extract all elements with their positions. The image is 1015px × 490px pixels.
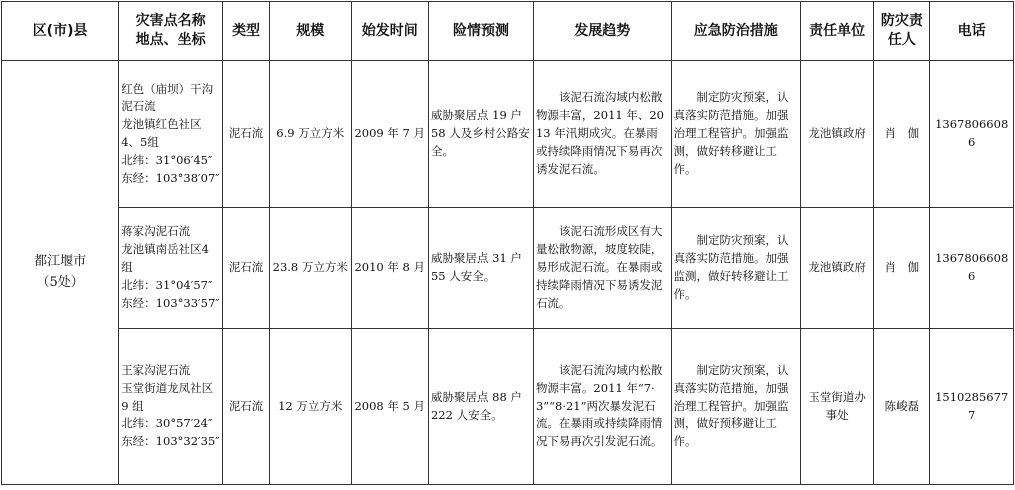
district-cell: 都江堰市 （5处） xyxy=(2,61,119,485)
header-unit: 责任单位 xyxy=(800,2,873,61)
forecast-cell: 威胁聚居点 31 户 55 人安全。 xyxy=(428,208,533,329)
measures-cell: 制定防灾预案，认真落实防范措施。加强治理工程管护。加强监测，做好转移避让工作。 xyxy=(671,61,800,208)
unit-cell: 龙池镇政府 xyxy=(800,61,873,208)
forecast-cell: 威胁聚居点 19 户 58 人及乡村公路安全。 xyxy=(428,61,533,208)
name-location-cell xyxy=(119,61,223,208)
scale-cell: 6.9 万立方米 xyxy=(270,61,352,208)
start-time-cell: 2010 年 8 月 xyxy=(351,208,428,329)
table-row xyxy=(2,329,1014,485)
phone-cell: 13678066086 xyxy=(930,61,1014,208)
hazard-name: 蒋家沟泥石流 xyxy=(121,224,191,239)
latitude: 北纬：31°06′45″ xyxy=(121,152,213,167)
header-type: 类型 xyxy=(223,2,270,61)
latitude: 北纬：31°04′57″ xyxy=(121,277,213,292)
header-district: 区(市)县 xyxy=(2,2,119,61)
trend-cell: 该泥石流沟域内松散物源丰富。2011 年“7·3”“8·21”两次暴发泥石流。在暴雨或持续降雨情况下易再次引发泥石流。 xyxy=(533,329,671,485)
measures-cell: 制定防灾预案，认真落实防范措施。加强监测，做好转移避让工作。 xyxy=(671,208,800,329)
type-cell: 泥石流 xyxy=(223,329,270,485)
table-row xyxy=(2,208,1014,329)
longitude: 东经：103°38′07″ xyxy=(121,170,220,185)
start-time-cell: 2008 年 5 月 xyxy=(351,329,428,485)
person-cell: 陈峻磊 xyxy=(874,329,930,485)
header-forecast: 险情预测 xyxy=(428,2,533,61)
header-scale: 规模 xyxy=(270,2,352,61)
unit-cell: 玉堂街道办事处 xyxy=(800,329,873,485)
hazard-location: 玉堂街道龙凤社区 9 组 xyxy=(121,380,214,413)
scale-cell: 23.8 万立方米 xyxy=(270,208,352,329)
name-location-cell xyxy=(119,208,223,329)
hazard-location: 龙池镇红色社区4、5组 xyxy=(121,117,202,149)
hazard-name: 王家沟泥石流 xyxy=(121,362,191,377)
hazard-name: 红色（庙坝）干沟泥石流 xyxy=(121,81,214,114)
measures-cell: 制定防灾预案，认真落实防范措施，加强治理工程管护。加强监测，做好预移避让工作。 xyxy=(671,329,800,485)
header-trend: 发展趋势 xyxy=(533,2,671,61)
unit-cell: 龙池镇政府 xyxy=(800,208,873,329)
type-cell: 泥石流 xyxy=(223,208,270,329)
phone-cell: 13678066086 xyxy=(930,208,1014,329)
forecast-cell: 威胁聚居点 88 户 222 人安全。 xyxy=(428,329,533,485)
phone-cell: 15102856777 xyxy=(930,329,1014,485)
longitude: 东经：103°33′57″ xyxy=(121,295,220,310)
name-location-cell xyxy=(119,329,223,485)
trend-cell: 该泥石流沟域内松散物源丰富，2011 年、2013 年汛期成灾。在暴雨或持续降雨情况下易再次诱发泥石流。 xyxy=(533,61,671,208)
longitude: 东经：103°32′35″ xyxy=(121,434,220,449)
person-cell: 肖 伽 xyxy=(874,61,930,208)
header-person: 防灾责 任人 xyxy=(874,2,930,61)
type-cell: 泥石流 xyxy=(223,61,270,208)
latitude: 北纬：30°57′24″ xyxy=(121,416,213,431)
header-row xyxy=(2,2,1014,61)
person-cell: 肖 伽 xyxy=(874,208,930,329)
table-row xyxy=(2,61,1014,208)
disaster-table xyxy=(1,1,1014,485)
scale-cell: 12 万立方米 xyxy=(270,329,352,485)
header-name-location: 灾害点名称 地点、坐标 xyxy=(119,2,223,61)
trend-cell: 该泥石流形成区有大量松散物源，坡度较陡，易形成泥石流。在暴雨或持续降雨情况下易诱发泥石流。 xyxy=(533,208,671,329)
start-time-cell: 2009 年 7 月 xyxy=(351,61,428,208)
header-measures: 应急防治措施 xyxy=(671,2,800,61)
hazard-location: 龙池镇南岳社区4组 xyxy=(121,242,210,275)
header-phone: 电话 xyxy=(930,2,1014,61)
header-start-time: 始发时间 xyxy=(351,2,428,61)
